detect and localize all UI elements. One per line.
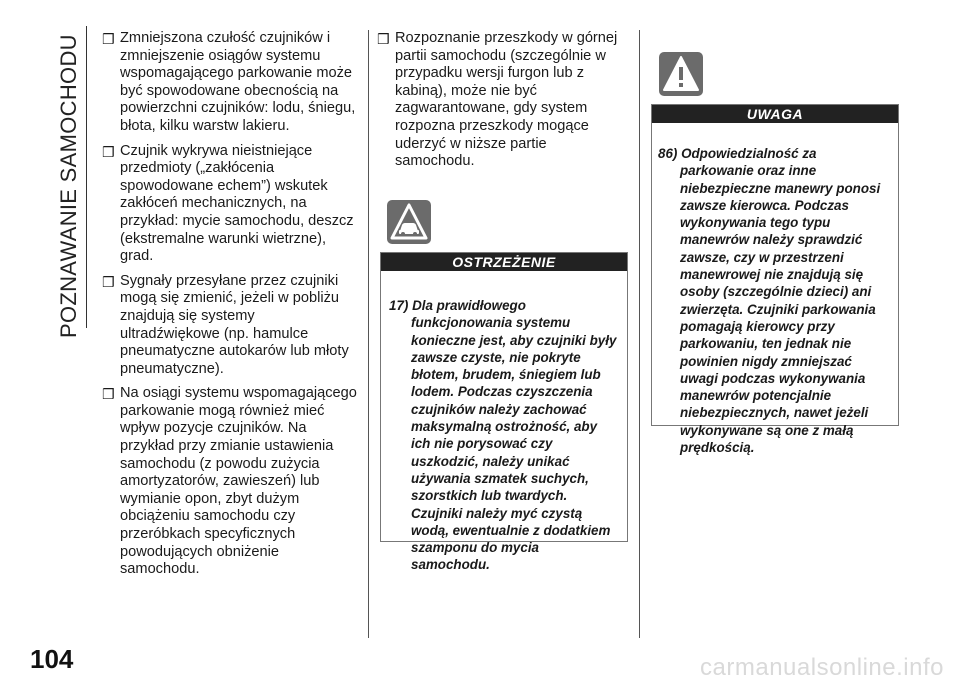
checkbox-bullet-icon: ❒	[377, 31, 390, 47]
column-1	[102, 30, 358, 586]
bullet-item	[102, 143, 358, 266]
note-text: 86) Odpowiedzialność za parkowanie oraz inne niebezpieczne manewry ponosi zawsze kierowca. Podczas wykonywania tego typu manewrów należy sprawdzić zawsze, czy w przestrzeni manewrowej nie znajdują się osoby (szczególnie dzieci) ani zwierzęta. Czujniki parkowania pomagają kierowcy przy parkowaniu, ten jednak nie powinien nigdy zmniejszać uwagi podczas wykonywania manewrów potencjalnie niebezpiecznych, nawet jeżeli wykonywane są one z małą prędkością.	[658, 146, 881, 456]
column-divider	[368, 30, 369, 638]
bullet-text: Rozpoznanie przeszkody w górnej partii samochodu (szczególnie w przypadku wersji furgon lub z kabiną), może nie być zagwarantowane, gdy system rozpozna przeszkody mogące uderzyć w niższe partie samochodu.	[395, 30, 618, 170]
car-warning-icon	[387, 200, 431, 244]
watermark: carmanualsonline.info	[700, 654, 944, 681]
bullet-item	[102, 273, 358, 379]
bullet-text: Sygnały przesyłane przez czujniki mogą się zmienić, jeżeli w pobliżu znajdują się systemy ultradźwiękowe (np. hamulce pneumatyczne autokarów lub młoty pneumatyczne).	[120, 272, 349, 377]
exclamation-warning-icon	[659, 52, 703, 96]
checkbox-bullet-icon: ❒	[102, 273, 115, 290]
warning-text: 17) Dla prawidłowego funkcjonowania systemu konieczne jest, aby czujniki były zawsze czyste, nie pokryte błotem, brudem, śniegiem lub lodem. Podczas czyszczenia czujników należy zachować maksymalną ostrożność, aby ich nie porysować czy uszkodzić, należy unikać używania szmatek suchych, szorstkich lub twardych. Czujniki należy myć czystą wodą, ewentualnie z dodatkiem szamponu do mycia samochodu.	[389, 298, 617, 573]
checkbox-bullet-icon: ❒	[102, 386, 115, 403]
section-rule	[86, 26, 87, 328]
bullet-text: Na osiągi systemu wspomagającego parkowanie mogą również mieć wpływ pozycje czujników. Na przykład przy zmianie ustawienia samochodu (z powodu zużycia amortyzatorów, zawieszeń) lub wymianie opon, zbyt dużym obciążeniu samochodu czy przeróbkach specyficznych powodujących obniżenie samochodu.	[120, 385, 357, 578]
checkbox-bullet-icon: ❒	[102, 31, 115, 47]
section-title: POZNAWANIE SAMOCHODU	[56, 34, 81, 338]
bullet-text: Czujnik wykrywa nieistniejące przedmioty („zakłócenia spowodowane echem”) wskutek zakłóceń mechanicznych, na przykład: mycie samochodu, deszcz (ekstremalne warunki wietrzne), grad.	[120, 142, 354, 265]
warning-heading: OSTRZEŻENIE	[381, 253, 627, 271]
bullet-item	[102, 30, 358, 136]
column-divider	[639, 30, 640, 638]
note-box	[651, 104, 899, 456]
bullet-item	[377, 30, 629, 171]
page-number: 104	[30, 644, 74, 674]
warning-box	[380, 252, 628, 573]
column-2	[377, 30, 629, 178]
bullet-text: Zmniejszona czułość czujników i zmniejszenie osiągów systemu wspomagającego parkowanie może być spowodowane obecnością na powierzchni czujników: lodu, śniegu, błota, kilku warstw lakieru.	[120, 30, 356, 134]
note-heading: UWAGA	[652, 105, 898, 123]
checkbox-bullet-icon: ❒	[102, 143, 115, 160]
bullet-item	[102, 385, 358, 579]
